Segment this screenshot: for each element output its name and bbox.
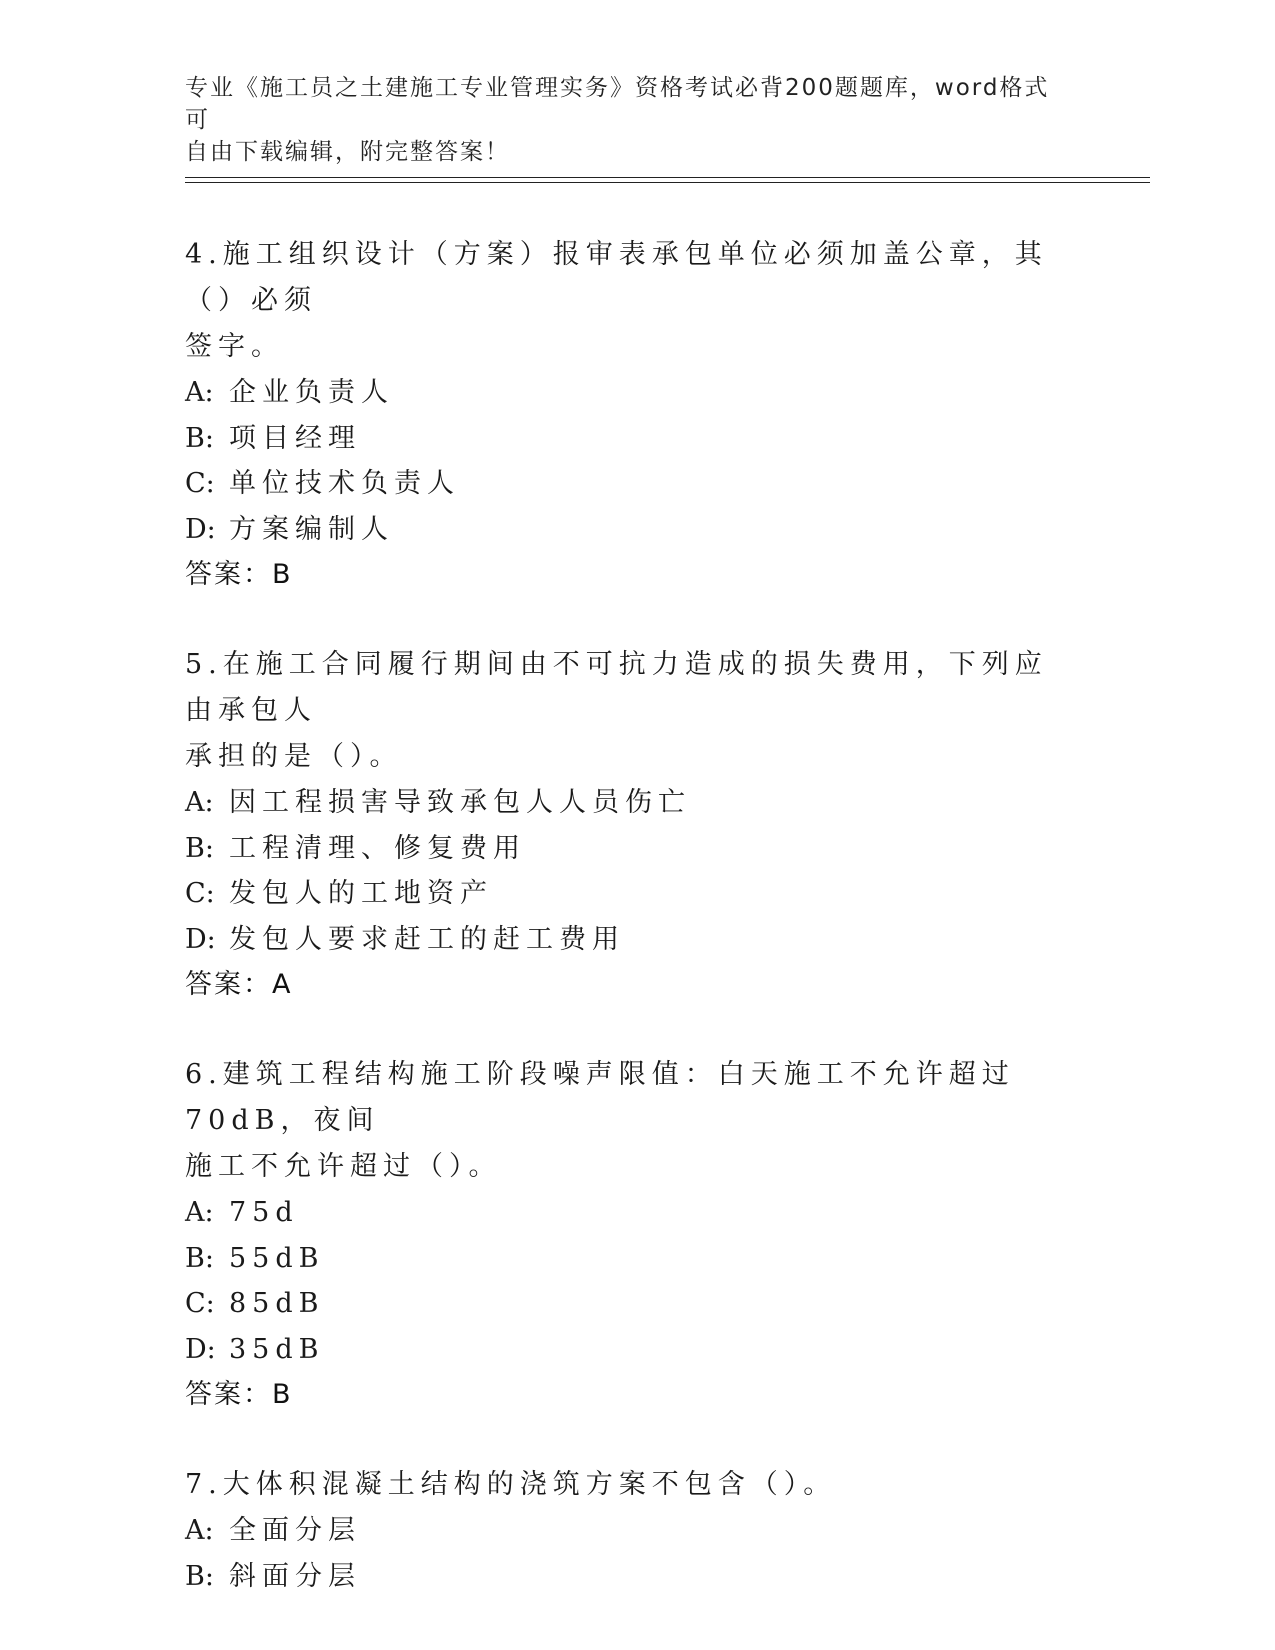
question-stem-line-1: 7.大体积混凝土结构的浇筑方案不包含（）。: [185, 1469, 837, 1500]
answer-line: 答案：A: [185, 969, 293, 1000]
option-d: [185, 1327, 1065, 1373]
option-letter: B:: [185, 1560, 214, 1592]
option-letter: D:: [185, 513, 216, 545]
option-letter: C:: [185, 878, 215, 909]
option-letter: A:: [185, 377, 214, 408]
question-stem-line-2: 施工不允许超过（）。: [185, 1151, 502, 1182]
option-text: 55dB: [229, 1242, 325, 1274]
option-letter: A:: [185, 1197, 214, 1228]
question-6: [185, 1052, 1065, 1418]
option-d: [185, 917, 1065, 963]
option-text: 75d: [229, 1197, 299, 1228]
option-b: [185, 416, 1065, 462]
answer-line: 答案：B: [185, 1379, 293, 1410]
question-stem-line-1: 6.建筑工程结构施工阶段噪声限值：白天施工不允许超过70dB，夜间: [185, 1059, 1015, 1136]
option-b: [185, 826, 1065, 872]
option-c: [185, 871, 1065, 917]
option-letter: B:: [185, 832, 214, 864]
question-stem-line-2: 签字。: [185, 331, 284, 362]
option-letter: C:: [185, 468, 215, 499]
header-line-1: 专业《施工员之土建施工专业管理实务》资格考试必背200题题库，word格式可: [185, 75, 1050, 133]
question-5: [185, 642, 1065, 1008]
option-text: 企业负责人: [229, 377, 394, 408]
question-stem: [185, 232, 1065, 370]
option-text: 发包人要求赶工的赶工费用: [229, 923, 625, 955]
question-7: [185, 1462, 1065, 1599]
option-a: [185, 1508, 1065, 1554]
option-text: 全面分层: [229, 1515, 361, 1546]
option-text: 项目经理: [229, 422, 361, 454]
document-header: [185, 72, 1065, 168]
option-letter: B:: [185, 1242, 214, 1274]
option-text: 35dB: [229, 1333, 325, 1365]
option-text: 发包人的工地资产: [229, 878, 493, 909]
option-text: 工程清理、修复费用: [229, 832, 526, 864]
answer-line: 答案：B: [185, 559, 293, 590]
option-letter: A:: [185, 787, 214, 818]
option-a: [185, 1190, 1065, 1236]
question-list: [185, 232, 1065, 1643]
question-stem: [185, 642, 1065, 780]
question-stem-line-1: 4.施工组织设计（方案）报审表承包单位必须加盖公章，其（）必须: [185, 239, 1048, 316]
question-stem-line-2: 承担的是（）。: [185, 741, 403, 772]
option-b: [185, 1554, 1065, 1600]
option-text: 因工程损害导致承包人人员伤亡: [229, 787, 691, 818]
question-4: [185, 232, 1065, 598]
option-text: 斜面分层: [229, 1560, 361, 1592]
option-d: [185, 507, 1065, 553]
option-c: [185, 461, 1065, 507]
option-letter: D:: [185, 923, 216, 955]
option-b: [185, 1236, 1065, 1282]
option-a: [185, 370, 1065, 416]
option-a: [185, 780, 1065, 826]
option-text: 85dB: [229, 1288, 325, 1319]
question-stem: [185, 1462, 1065, 1508]
option-letter: C:: [185, 1288, 215, 1319]
header-double-rule: [185, 177, 1150, 183]
option-letter: B:: [185, 422, 214, 454]
header-line-2: 自由下载编辑，附完整答案！: [185, 139, 510, 165]
option-letter: A:: [185, 1515, 214, 1546]
question-stem-line-1: 5.在施工合同履行期间由不可抗力造成的损失费用，下列应由承包人: [185, 649, 1048, 726]
option-text: 单位技术负责人: [229, 468, 460, 499]
option-text: 方案编制人: [229, 513, 394, 545]
option-c: [185, 1281, 1065, 1327]
question-stem: [185, 1052, 1065, 1190]
option-letter: D:: [185, 1333, 216, 1365]
